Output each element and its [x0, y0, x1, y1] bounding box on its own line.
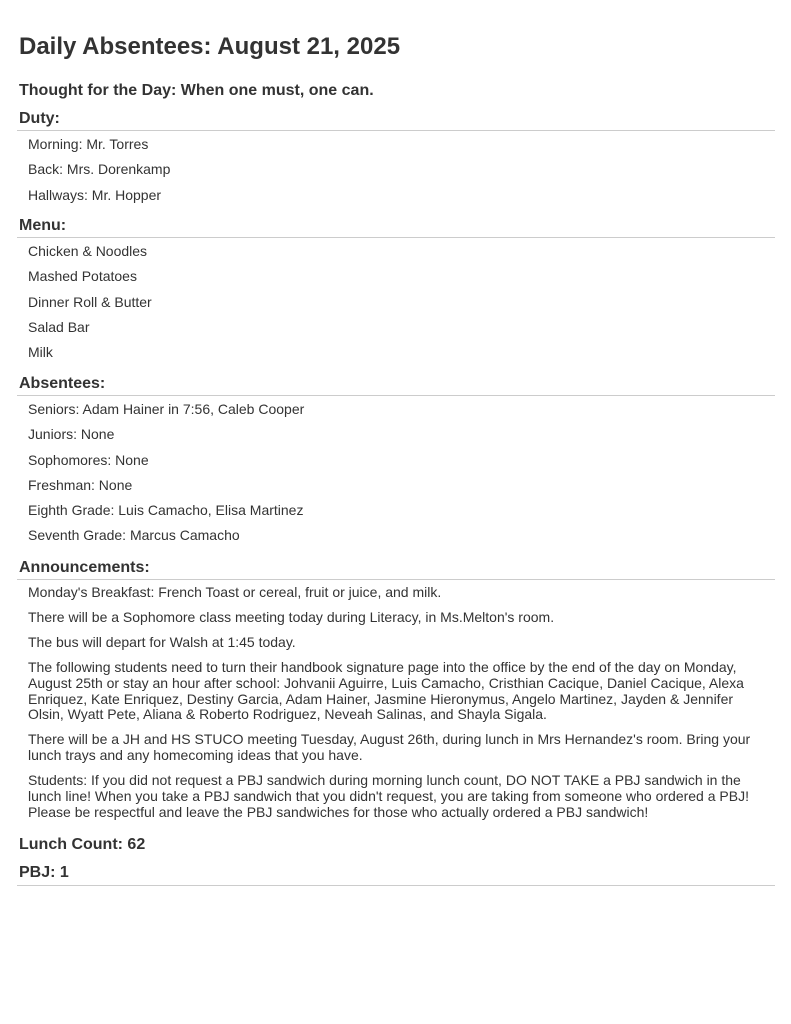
menu-list [17, 238, 775, 365]
absentee-item: Seventh Grade: Marcus Camacho [28, 527, 240, 544]
menu-section [17, 216, 775, 365]
absentees-heading: Absentees: [17, 374, 775, 396]
duty-list [17, 131, 775, 208]
menu-item: Dinner Roll & Butter [28, 293, 152, 310]
absentee-item: Freshman: None [28, 476, 133, 493]
menu-item: Milk [28, 344, 53, 361]
lunch-count: Lunch Count: 62 [19, 836, 146, 853]
duty-item: Hallways: Mr. Hopper [28, 186, 162, 203]
announcements-heading: Announcements: [17, 558, 775, 580]
announcement-item: The following students need to turn their handbook signature page into the office by the end of the day on Monday, August 25th or stay an hour after school: Johvanii Aguirre, Luis Camacho, Cristhian Cacique, Daniel Cacique, Alexa Enriquez, Kate Enriquez, Destiny Garcia, Adam Hainer, Jasmine Hieronymus, Angelo Martinez, Jayden & Jennifer Olsin, Wyatt Pete, Aliana & Roberto Rodriguez, Neveah Salinas, and Shayla Sigala. [28, 659, 744, 723]
duty-item: Morning: Mr. Torres [28, 136, 149, 152]
announcement-item: There will be a Sophomore class meeting today during Literacy, in Ms.Melton's room. [28, 609, 555, 626]
menu-item: Mashed Potatoes [28, 268, 137, 285]
absentee-item: Seniors: Adam Hainer in 7:56, Caleb Cooper [28, 401, 305, 417]
page-title: Daily Absentees: August 21, 2025 [19, 33, 401, 60]
pbj-section [17, 863, 775, 886]
announcement-item: Students: If you did not request a PBJ sandwich during morning lunch count, DO NOT TAKE a PBJ sandwich in the lunch line! When you take a PBJ sandwich that you didn't request, you are taking from someone who ordered a PBJ! Please be respectful and leave the PBJ sandwiches for those who actually ordered a PBJ sandwich! [28, 772, 749, 820]
duty-heading: Duty: [17, 109, 775, 131]
announcements-section [17, 558, 775, 830]
menu-heading: Menu: [17, 216, 775, 238]
menu-item: Chicken & Noodles [28, 243, 148, 259]
absentees-list [17, 396, 775, 549]
absentee-item: Juniors: None [28, 426, 115, 443]
duty-item: Back: Mrs. Dorenkamp [28, 161, 171, 178]
menu-item: Salad Bar [28, 318, 90, 335]
thought-for-the-day: Thought for the Day: When one must, one can. [19, 82, 374, 99]
announcement-item: The bus will depart for Walsh at 1:45 today. [28, 634, 296, 651]
announcement-item: There will be a JH and HS STUCO meeting Tuesday, August 26th, during lunch in Mrs Hernandez's room. Bring your lunch trays and any homecoming ideas that you have. [28, 731, 751, 764]
duty-section [17, 109, 775, 208]
absentee-item: Sophomores: None [28, 451, 149, 468]
announcement-item: Monday's Breakfast: French Toast or cereal, fruit or juice, and milk. [28, 584, 442, 600]
announcements-list [17, 580, 775, 820]
absentees-section [17, 374, 775, 549]
absentee-item: Eighth Grade: Luis Camacho, Elisa Martinez [28, 502, 304, 519]
pbj-count: PBJ: 1 [17, 863, 775, 886]
